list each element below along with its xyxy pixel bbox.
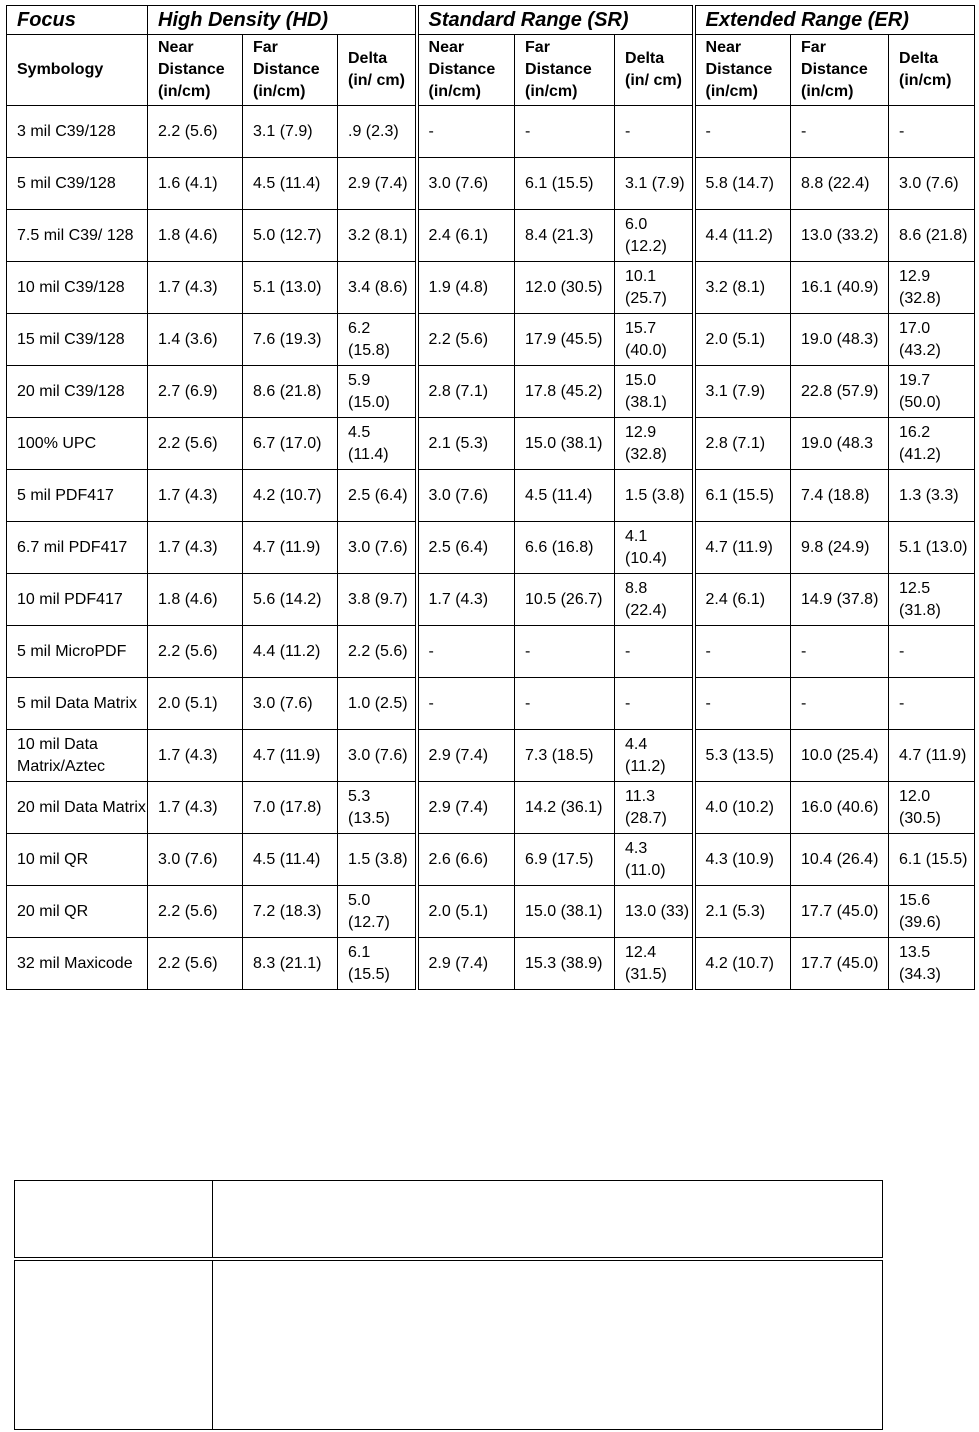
blank-cell — [15, 1259, 213, 1430]
er-far-cell: 9.8 (24.9) — [791, 522, 889, 574]
sr-delta-cell: 1.5 (3.8) — [615, 470, 694, 522]
table-row — [7, 210, 975, 262]
sr-delta-cell: 15.0 (38.1) — [615, 366, 694, 418]
sr-far-cell: - — [515, 106, 615, 158]
sr-far-cell: 6.1 (15.5) — [515, 158, 615, 210]
er-delta-cell: - — [889, 678, 975, 730]
table-row — [7, 730, 975, 782]
sr-delta-cell: 4.4 (11.2) — [615, 730, 694, 782]
sr-near-cell: 2.8 (7.1) — [417, 366, 515, 418]
hd-delta-cell: 5.0 (12.7) — [338, 886, 417, 938]
er-far-cell: 17.7 (45.0) — [791, 938, 889, 990]
sr-near-cell: 2.6 (6.6) — [417, 834, 515, 886]
hd-far-cell: 7.0 (17.8) — [243, 782, 338, 834]
symbology-cell: 20 mil Data Matrix — [7, 782, 148, 834]
hd-near-cell: 2.7 (6.9) — [148, 366, 243, 418]
sr-delta-cell: - — [615, 106, 694, 158]
hd-delta-cell: 3.8 (9.7) — [338, 574, 417, 626]
sr-delta-cell: 10.1 (25.7) — [615, 262, 694, 314]
er-far-cell: 7.4 (18.8) — [791, 470, 889, 522]
focus-header: Focus — [7, 6, 148, 35]
hd-delta-cell: 2.2 (5.6) — [338, 626, 417, 678]
sr-near-cell: 2.5 (6.4) — [417, 522, 515, 574]
hd-delta-cell: 4.5 (11.4) — [338, 418, 417, 470]
er-delta-cell: 19.7 (50.0) — [889, 366, 975, 418]
er-delta-cell: 4.7 (11.9) — [889, 730, 975, 782]
symbology-cell: 10 mil QR — [7, 834, 148, 886]
er-group-header: Extended Range (ER) — [694, 6, 975, 35]
er-near-cell: 3.2 (8.1) — [694, 262, 791, 314]
hd-near-cell: 3.0 (7.6) — [148, 834, 243, 886]
symbology-cell: 5 mil MicroPDF — [7, 626, 148, 678]
blank-table-row — [15, 1181, 883, 1260]
er-far-cell: 13.0 (33.2) — [791, 210, 889, 262]
sr-delta-cell: 6.0 (12.2) — [615, 210, 694, 262]
er-far-cell: 22.8 (57.9) — [791, 366, 889, 418]
symbology-cell: 10 mil C39/128 — [7, 262, 148, 314]
hd-far-cell: 4.5 (11.4) — [243, 158, 338, 210]
hd-near-cell: 1.7 (4.3) — [148, 470, 243, 522]
table-row — [7, 626, 975, 678]
symbology-cell: 3 mil C39/128 — [7, 106, 148, 158]
table-row — [7, 262, 975, 314]
sr-delta-header: Delta (in/ cm) — [615, 35, 694, 106]
sr-near-cell: 2.9 (7.4) — [417, 782, 515, 834]
er-near-cell: 4.7 (11.9) — [694, 522, 791, 574]
er-delta-cell: 12.5 (31.8) — [889, 574, 975, 626]
sr-far-cell: - — [515, 626, 615, 678]
er-near-cell: - — [694, 678, 791, 730]
sr-group-header: Standard Range (SR) — [417, 6, 694, 35]
table-row — [7, 522, 975, 574]
hd-near-cell: 2.2 (5.6) — [148, 938, 243, 990]
er-near-cell: 3.1 (7.9) — [694, 366, 791, 418]
er-far-cell: 10.4 (26.4) — [791, 834, 889, 886]
hd-delta-cell: 2.5 (6.4) — [338, 470, 417, 522]
er-near-cell: 2.8 (7.1) — [694, 418, 791, 470]
sr-delta-cell: 3.1 (7.9) — [615, 158, 694, 210]
sr-far-cell: 8.4 (21.3) — [515, 210, 615, 262]
er-delta-cell: 8.6 (21.8) — [889, 210, 975, 262]
sr-near-cell: 2.0 (5.1) — [417, 886, 515, 938]
er-near-cell: 4.4 (11.2) — [694, 210, 791, 262]
er-delta-cell: 13.5 (34.3) — [889, 938, 975, 990]
sr-far-cell: 6.6 (16.8) — [515, 522, 615, 574]
hd-far-cell: 3.1 (7.9) — [243, 106, 338, 158]
table-body — [7, 106, 975, 990]
symbology-cell: 32 mil Maxicode — [7, 938, 148, 990]
er-near-cell: 4.2 (10.7) — [694, 938, 791, 990]
hd-near-cell: 1.8 (4.6) — [148, 210, 243, 262]
symbology-cell: 10 mil Data Matrix/Aztec — [7, 730, 148, 782]
sr-near-cell: - — [417, 626, 515, 678]
hd-far-cell: 4.4 (11.2) — [243, 626, 338, 678]
table-row — [7, 834, 975, 886]
hd-delta-cell: 3.0 (7.6) — [338, 730, 417, 782]
hd-far-cell: 7.2 (18.3) — [243, 886, 338, 938]
hd-delta-cell: 6.1 (15.5) — [338, 938, 417, 990]
er-delta-cell: 12.9 (32.8) — [889, 262, 975, 314]
er-delta-cell: 3.0 (7.6) — [889, 158, 975, 210]
sr-near-cell: 3.0 (7.6) — [417, 158, 515, 210]
hd-near-cell: 2.0 (5.1) — [148, 678, 243, 730]
hd-near-cell: 2.2 (5.6) — [148, 626, 243, 678]
sr-near-cell: - — [417, 678, 515, 730]
er-far-cell: 8.8 (22.4) — [791, 158, 889, 210]
sr-delta-cell: - — [615, 626, 694, 678]
sr-far-cell: 7.3 (18.5) — [515, 730, 615, 782]
sr-far-cell: 17.9 (45.5) — [515, 314, 615, 366]
symbology-cell: 6.7 mil PDF417 — [7, 522, 148, 574]
hd-near-cell: 1.8 (4.6) — [148, 574, 243, 626]
sr-far-cell: 15.0 (38.1) — [515, 886, 615, 938]
er-far-cell: - — [791, 626, 889, 678]
hd-near-cell: 1.4 (3.6) — [148, 314, 243, 366]
sr-far-cell: 15.0 (38.1) — [515, 418, 615, 470]
table-row — [7, 158, 975, 210]
table-row — [7, 470, 975, 522]
sr-far-cell: 4.5 (11.4) — [515, 470, 615, 522]
sr-far-header: Far Distance (in/cm) — [515, 35, 615, 106]
hd-delta-cell: 6.2 (15.8) — [338, 314, 417, 366]
sr-far-cell: - — [515, 678, 615, 730]
hd-far-cell: 4.2 (10.7) — [243, 470, 338, 522]
sr-delta-cell: 12.4 (31.5) — [615, 938, 694, 990]
symbology-cell: 10 mil PDF417 — [7, 574, 148, 626]
table-row — [7, 418, 975, 470]
table-row — [7, 886, 975, 938]
blank-table — [14, 1180, 883, 1430]
sr-delta-cell: 4.1 (10.4) — [615, 522, 694, 574]
column-header-row — [7, 35, 975, 106]
hd-far-cell: 3.0 (7.6) — [243, 678, 338, 730]
sr-delta-cell: 12.9 (32.8) — [615, 418, 694, 470]
sr-far-cell: 14.2 (36.1) — [515, 782, 615, 834]
hd-far-cell: 8.3 (21.1) — [243, 938, 338, 990]
hd-far-header: Far Distance (in/cm) — [243, 35, 338, 106]
er-far-header: Far Distance (in/cm) — [791, 35, 889, 106]
table-row — [7, 574, 975, 626]
sr-near-cell: 1.9 (4.8) — [417, 262, 515, 314]
er-near-cell: - — [694, 626, 791, 678]
hd-delta-header: Delta (in/ cm) — [338, 35, 417, 106]
blank-cell — [15, 1181, 213, 1260]
sr-delta-cell: 11.3 (28.7) — [615, 782, 694, 834]
er-near-cell: 2.1 (5.3) — [694, 886, 791, 938]
table-row — [7, 678, 975, 730]
hd-far-cell: 7.6 (19.3) — [243, 314, 338, 366]
er-near-cell: 2.0 (5.1) — [694, 314, 791, 366]
hd-near-cell: 2.2 (5.6) — [148, 106, 243, 158]
symbology-header: Symbology — [7, 35, 148, 106]
sr-delta-cell: 8.8 (22.4) — [615, 574, 694, 626]
sr-delta-cell: 4.3 (11.0) — [615, 834, 694, 886]
hd-far-cell: 5.6 (14.2) — [243, 574, 338, 626]
table-row — [7, 366, 975, 418]
hd-delta-cell: 5.9 (15.0) — [338, 366, 417, 418]
symbology-cell: 15 mil C39/128 — [7, 314, 148, 366]
blank-table-row — [15, 1259, 883, 1430]
hd-far-cell: 5.0 (12.7) — [243, 210, 338, 262]
er-near-cell: 6.1 (15.5) — [694, 470, 791, 522]
er-delta-cell: 5.1 (13.0) — [889, 522, 975, 574]
hd-delta-cell: 1.5 (3.8) — [338, 834, 417, 886]
decode-range-table — [6, 5, 975, 990]
hd-delta-cell: 5.3 (13.5) — [338, 782, 417, 834]
hd-far-cell: 8.6 (21.8) — [243, 366, 338, 418]
sr-delta-cell: 13.0 (33) — [615, 886, 694, 938]
hd-delta-cell: 1.0 (2.5) — [338, 678, 417, 730]
hd-delta-cell: 3.2 (8.1) — [338, 210, 417, 262]
er-near-cell: 5.3 (13.5) — [694, 730, 791, 782]
er-delta-cell: - — [889, 106, 975, 158]
hd-near-cell: 1.6 (4.1) — [148, 158, 243, 210]
er-far-cell: 16.1 (40.9) — [791, 262, 889, 314]
table-row — [7, 314, 975, 366]
er-delta-cell: 12.0 (30.5) — [889, 782, 975, 834]
er-far-cell: 14.9 (37.8) — [791, 574, 889, 626]
hd-far-cell: 6.7 (17.0) — [243, 418, 338, 470]
symbology-cell: 5 mil C39/128 — [7, 158, 148, 210]
er-delta-cell: 15.6 (39.6) — [889, 886, 975, 938]
sr-far-cell: 6.9 (17.5) — [515, 834, 615, 886]
sr-near-cell: 2.4 (6.1) — [417, 210, 515, 262]
symbology-cell: 100% UPC — [7, 418, 148, 470]
er-far-cell: 17.7 (45.0) — [791, 886, 889, 938]
table-row — [7, 782, 975, 834]
hd-near-header: Near Distance (in/cm) — [148, 35, 243, 106]
er-far-cell: 19.0 (48.3 — [791, 418, 889, 470]
hd-far-cell: 5.1 (13.0) — [243, 262, 338, 314]
group-header-row — [7, 6, 975, 35]
er-near-cell: 4.0 (10.2) — [694, 782, 791, 834]
sr-near-cell: 2.9 (7.4) — [417, 938, 515, 990]
hd-delta-cell: .9 (2.3) — [338, 106, 417, 158]
hd-far-cell: 4.7 (11.9) — [243, 730, 338, 782]
hd-delta-cell: 3.0 (7.6) — [338, 522, 417, 574]
hd-delta-cell: 3.4 (8.6) — [338, 262, 417, 314]
sr-near-cell: 1.7 (4.3) — [417, 574, 515, 626]
hd-near-cell: 1.7 (4.3) — [148, 782, 243, 834]
er-near-cell: 2.4 (6.1) — [694, 574, 791, 626]
sr-near-cell: 2.1 (5.3) — [417, 418, 515, 470]
er-delta-header: Delta (in/cm) — [889, 35, 975, 106]
symbology-cell: 5 mil PDF417 — [7, 470, 148, 522]
er-delta-cell: 6.1 (15.5) — [889, 834, 975, 886]
symbology-cell: 5 mil Data Matrix — [7, 678, 148, 730]
symbology-cell: 7.5 mil C39/ 128 — [7, 210, 148, 262]
blank-cell — [213, 1181, 883, 1260]
sr-far-cell: 17.8 (45.2) — [515, 366, 615, 418]
hd-near-cell: 1.7 (4.3) — [148, 522, 243, 574]
sr-far-cell: 12.0 (30.5) — [515, 262, 615, 314]
hd-near-cell: 1.7 (4.3) — [148, 730, 243, 782]
table-row — [7, 938, 975, 990]
er-delta-cell: 16.2 (41.2) — [889, 418, 975, 470]
hd-far-cell: 4.7 (11.9) — [243, 522, 338, 574]
er-near-cell: 4.3 (10.9) — [694, 834, 791, 886]
er-far-cell: - — [791, 106, 889, 158]
er-far-cell: - — [791, 678, 889, 730]
sr-far-cell: 10.5 (26.7) — [515, 574, 615, 626]
sr-delta-cell: - — [615, 678, 694, 730]
sr-near-cell: 2.2 (5.6) — [417, 314, 515, 366]
table-row — [7, 106, 975, 158]
er-delta-cell: 17.0 (43.2) — [889, 314, 975, 366]
sr-delta-cell: 15.7 (40.0) — [615, 314, 694, 366]
hd-delta-cell: 2.9 (7.4) — [338, 158, 417, 210]
sr-near-cell: - — [417, 106, 515, 158]
er-far-cell: 19.0 (48.3) — [791, 314, 889, 366]
hd-group-header: High Density (HD) — [148, 6, 417, 35]
er-near-cell: 5.8 (14.7) — [694, 158, 791, 210]
hd-far-cell: 4.5 (11.4) — [243, 834, 338, 886]
er-near-header: Near Distance (in/cm) — [694, 35, 791, 106]
er-delta-cell: - — [889, 626, 975, 678]
sr-near-cell: 3.0 (7.6) — [417, 470, 515, 522]
er-far-cell: 10.0 (25.4) — [791, 730, 889, 782]
sr-near-header: Near Distance (in/cm) — [417, 35, 515, 106]
hd-near-cell: 1.7 (4.3) — [148, 262, 243, 314]
sr-far-cell: 15.3 (38.9) — [515, 938, 615, 990]
blank-cell — [213, 1259, 883, 1430]
er-delta-cell: 1.3 (3.3) — [889, 470, 975, 522]
symbology-cell: 20 mil QR — [7, 886, 148, 938]
er-near-cell: - — [694, 106, 791, 158]
symbology-cell: 20 mil C39/128 — [7, 366, 148, 418]
hd-near-cell: 2.2 (5.6) — [148, 418, 243, 470]
er-far-cell: 16.0 (40.6) — [791, 782, 889, 834]
sr-near-cell: 2.9 (7.4) — [417, 730, 515, 782]
hd-near-cell: 2.2 (5.6) — [148, 886, 243, 938]
